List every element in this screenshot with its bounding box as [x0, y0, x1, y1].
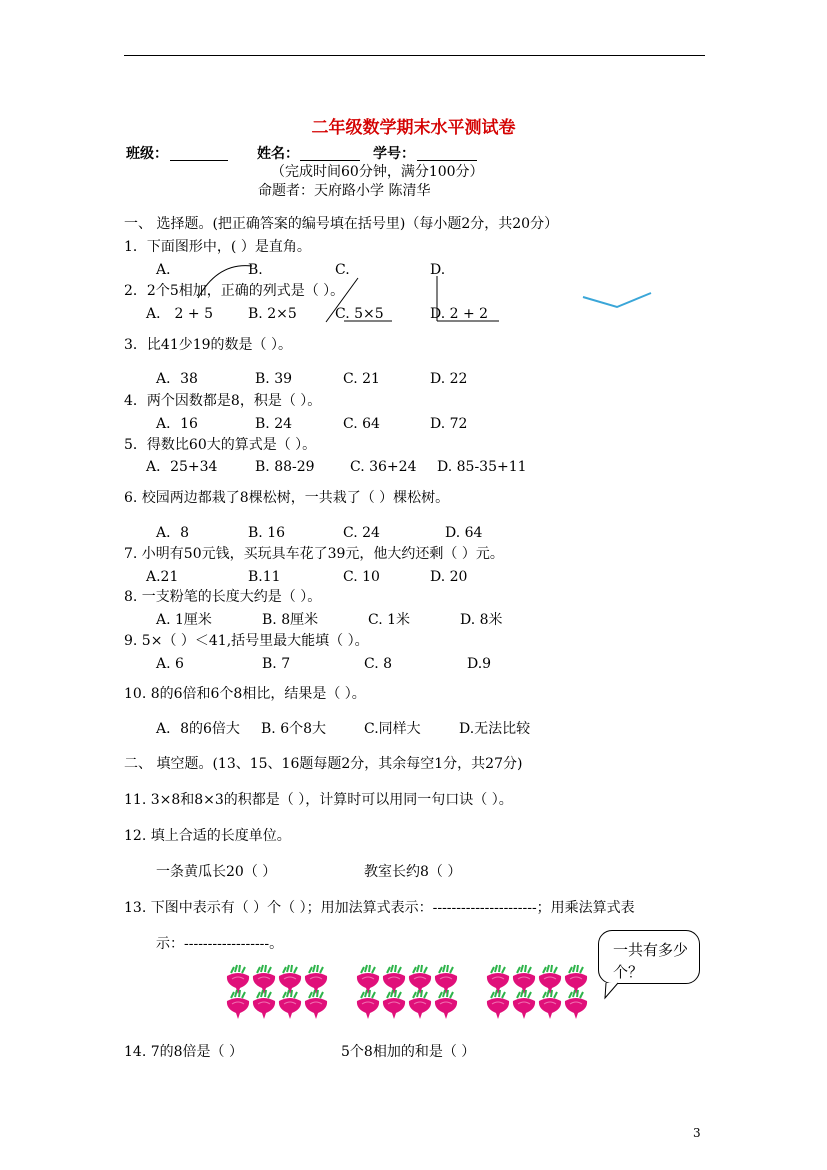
q4-option-d: D. 72: [430, 416, 468, 432]
q2-option-a: A． 2 + 5: [146, 306, 214, 322]
q12-classroom: 教室长约8（ ）: [364, 864, 462, 880]
q8-option-b: B. 8厘米: [262, 612, 319, 628]
q2-stem: 2．2个5相加，正确的列式是（ ）。: [124, 283, 345, 299]
q9-option-a: A. 6: [156, 656, 184, 672]
q12-cucumber: 一条黄瓜长20（ ）: [156, 864, 277, 880]
q9-stem: 9. 5×（ ）＜41,括号里最大能填（ ）。: [124, 633, 369, 649]
q3-option-d: D. 22: [430, 371, 468, 387]
q13-text-line1: 13. 下图中表示有（ ）个（ ）；用加法算式表示：----------------------；用乘法算式表: [124, 900, 635, 916]
radish-group-2: [357, 965, 457, 1019]
author-line: 命题者：天府路小学 陈清华: [258, 183, 431, 199]
q8-stem: 8. 一支粉笔的长度大约是（ ）。: [124, 589, 322, 605]
q7-option-d: D. 20: [430, 569, 468, 585]
name-label: 姓名：: [257, 146, 299, 162]
q5-stem: 5．得数比60大的算式是（ ）。: [124, 437, 317, 453]
q8-option-d: D. 8米: [460, 612, 503, 628]
q1-option-c: C.: [335, 262, 350, 278]
q10-stem: 10. 8的6倍和6个8相比，结果是（ ）。: [124, 686, 366, 702]
radish-group-3: [487, 965, 587, 1019]
q8-option-c: C. 1米: [368, 612, 411, 628]
q2-option-b: B. 2×5: [248, 306, 297, 322]
q1-option-a: A．: [156, 262, 181, 278]
q5-option-d: D. 85-35+11: [437, 459, 527, 475]
q2-option-d: D. 2 + 2: [430, 306, 489, 322]
q3-option-c: C. 21: [343, 371, 380, 387]
class-label: 班级：: [126, 146, 168, 162]
q5-option-b: B. 88-29: [255, 459, 315, 475]
q7-option-a: A.21: [146, 569, 179, 585]
id-label: 学号：: [373, 146, 415, 162]
page-number: 3: [693, 1126, 701, 1140]
q3-option-a: A．38: [156, 371, 198, 387]
bubble-text: 一共有多少个？: [613, 941, 689, 981]
q6-stem: 6. 校园两边都栽了8棵松树，一共栽了（ ）棵松树。: [124, 490, 450, 506]
q1-stem: 1．下面图形中，( ）是直角。: [124, 239, 311, 255]
page-title: 二年级数学期末水平测试卷: [311, 118, 516, 138]
q10-option-c: C.同样大: [364, 721, 421, 737]
q4-stem: 4．两个因数都是8，积是（ ）。: [124, 393, 322, 409]
section2-heading: 二、 填空题。(13、15、16题每题2分，其余每空1分，共27分): [124, 756, 523, 772]
q10-option-a: A．8的6倍大: [156, 721, 240, 737]
q11-text: 11. 3×8和8×3的积都是（ ），计算时可以用同一句口诀（ ）。: [124, 792, 513, 808]
q7-option-c: C. 10: [343, 569, 380, 585]
q7-stem: 7. 小明有50元钱，买玩具车花了39元，他大约还剩（ ）元。: [124, 546, 504, 562]
q3-stem: 3．比41少19的数是（ ）。: [124, 337, 292, 353]
q2-option-c: C. 5×5: [335, 306, 384, 322]
q9-option-b: B. 7: [262, 656, 291, 672]
q14-sum: 5个8相加的和是（ ）: [341, 1044, 476, 1060]
q12-text: 12. 填上合适的长度单位。: [124, 828, 291, 844]
section1-heading: 一、 选择题。(把正确答案的编号填在括号里)（每小题2分，共20分）: [124, 216, 559, 232]
blue-angle-figure: [583, 293, 651, 307]
q10-option-d: D.无法比较: [459, 721, 531, 737]
time-note: （完成时间60分钟，满分100分）: [271, 164, 484, 180]
angle-figures: [0, 0, 827, 330]
q5-option-c: C. 36+24: [350, 459, 417, 475]
q8-option-a: A. 1厘米: [156, 612, 212, 628]
q9-option-c: C. 8: [364, 656, 393, 672]
radish-group-1: [227, 965, 327, 1019]
q4-option-c: C. 64: [343, 416, 380, 432]
q13-text-line2: 示：------------------。: [156, 936, 284, 952]
q1-option-d: D.: [430, 262, 446, 278]
radish-groups: [215, 958, 600, 1020]
q6-option-a: A．8: [156, 525, 190, 541]
q3-option-b: B. 39: [255, 371, 293, 387]
q14-times: 14. 7的8倍是（ ）: [124, 1044, 243, 1060]
q6-option-c: C. 24: [343, 525, 380, 541]
q6-option-d: D. 64: [445, 525, 483, 541]
q10-option-b: B. 6个8大: [261, 721, 327, 737]
q9-option-d: D.9: [467, 656, 492, 672]
q1-option-b: B.: [248, 262, 263, 278]
q6-option-b: B. 16: [248, 525, 286, 541]
q4-option-b: B. 24: [255, 416, 293, 432]
q7-option-b: B.11: [248, 569, 281, 585]
q5-option-a: A．25+34: [146, 459, 218, 475]
q4-option-a: A．16: [156, 416, 198, 432]
